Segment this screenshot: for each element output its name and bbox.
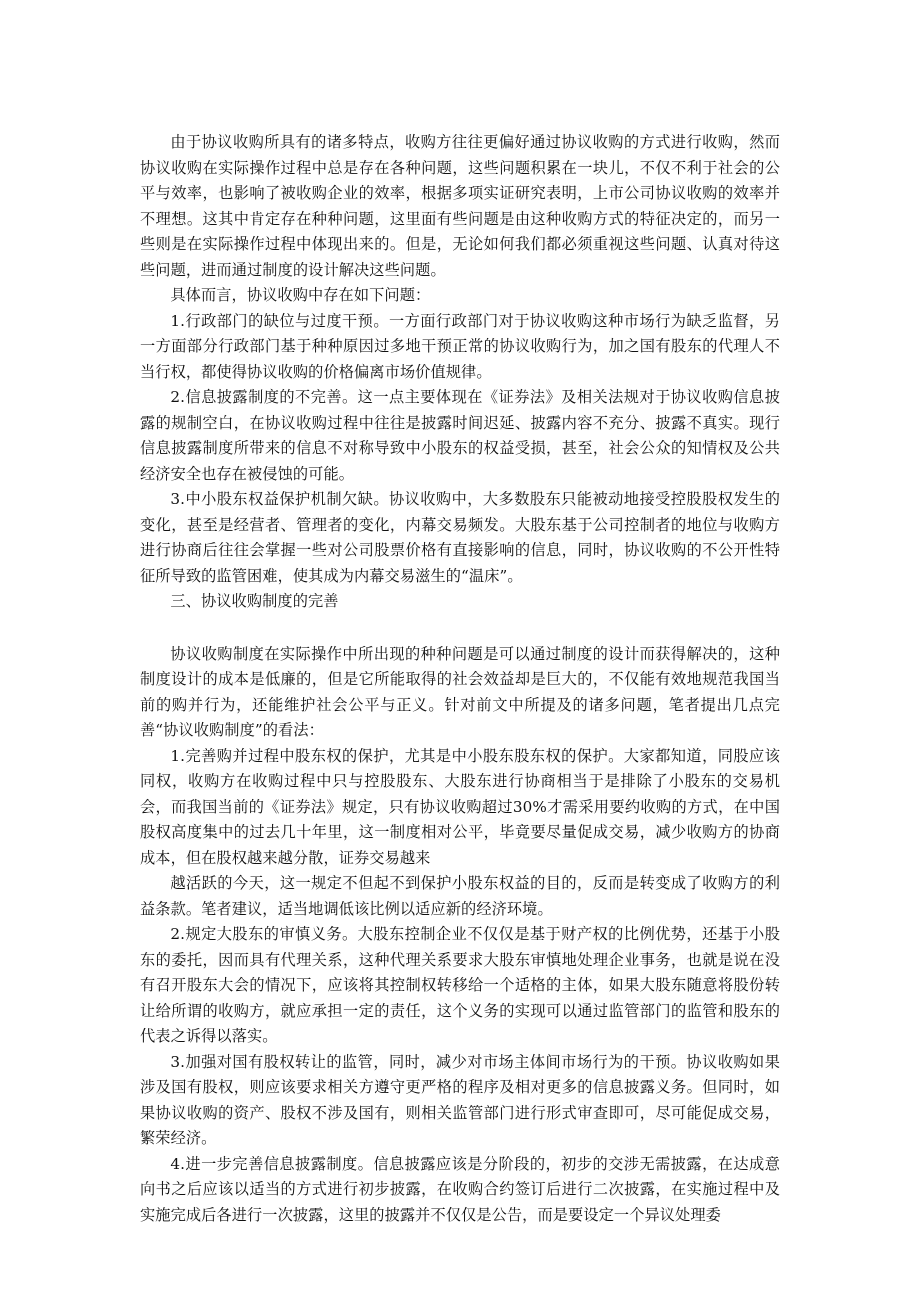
paragraph-suggestion-3: 3.加强对国有股权转让的监管，同时，减少对市场主体间市场行为的干预。协议收购如果涉及国有股权，则应该要求相关方遵守更严格的程序及相对更多的信息披露义务。但同时，如果协议收购的资产、股权不涉及国有，则相关监管部门进行形式审查即可，尽可能促成交易，繁荣经济。: [140, 1052, 780, 1147]
paragraph-problem-2: 2.信息披露制度的不完善。这一点主要体现在《证券法》及相关法规对于协议收购信息披露的规制空白，在协议收购过程中往往是披露时间迟延、披露内容不充分、披露不真实。现行信息披露制度所带来的信息不对称导致中小股东的权益受损，甚至，社会公众的知情权及公共经济安全也存在被侵蚀的可能。: [140, 388, 780, 483]
document-body: [140, 130, 780, 1228]
paragraph-section-intro: 协议收购制度在实际操作中所出现的种种问题是可以通过制度的设计而获得解决的，这种制度设计的成本是低廉的，但是它所能取得的社会效益却是巨大的，不仅能有效地规范我国当前的购并行为，还能维护社会公平与正义。针对前文中所提及的诸多问题，笔者提出几点完善“协议收购制度”的看法：: [140, 644, 780, 739]
paragraph-suggestion-4: 4.进一步完善信息披露制度。信息披露应该是分阶段的，初步的交涉无需披露，在达成意向书之后应该以适当的方式进行初步披露，在收购合约签订后进行二次披露，在实施过程中及实施完成后各进行一次披露，这里的披露并不仅仅是公告，而是要设定一个异议处理委: [140, 1154, 780, 1224]
section-gap: [140, 615, 780, 642]
paragraph-suggestion-2: 2.规定大股东的审慎义务。大股东控制企业不仅仅是基于财产权的比例优势，还基于小股东的委托，因而具有代理关系，这种代理关系要求大股东审慎地处理企业事务，也就是说在没有召开股东大会的情况下，应该将其控制权转移给一个适格的主体，如果大股东随意将股份转让给所谓的收购方，就应承担一定的责任，这个义务的实现可以通过监管部门的监管和股东的代表之诉得以落实。: [140, 925, 780, 1045]
paragraph-problem-1: 1.行政部门的缺位与过度干预。一方面行政部门对于协议收购这种市场行为缺乏监督，另一方面部分行政部门基于种种原因过多地干预正常的协议收购行为，加之国有股东的代理人不当行权，都使得协议收购的价格偏离市场价值规律。: [140, 311, 780, 381]
paragraph-intro: 由于协议收购所具有的诸多特点，收购方往往更偏好通过协议收购的方式进行收购，然而协议收购在实际操作过程中总是存在各种问题，这些问题积累在一块儿，不仅不利于社会的公平与效率，也影响了被收购企业的效率，根据多项实证研究表明，上市公司协议收购的效率并不理想。这其中肯定存在种种问题，这里面有些问题是由这种收购方式的特征决定的，而另一些则是在实际操作过程中体现出来的。但是，无论如何我们都必须重视这些问题、认真对待这些问题，进而通过制度的设计解决这些问题。: [140, 133, 780, 279]
paragraph-lead-in: 具体而言，协议收购中存在如下问题：: [170, 286, 431, 304]
paragraph-problem-3: 3.中小股东权益保护机制欠缺。协议收购中，大多数股东只能被动地接受控股股权发生的变化，甚至是经营者、管理者的变化，内幕交易频发。大股东基于公司控制者的地位与收购方进行协商后往往会掌握一些对公司股票价格有直接影响的信息，同时，协议收购的不公开性特征所导致的监管困难，使其成为内幕交易滋生的“温床”。: [140, 490, 780, 585]
paragraph-suggestion-1-cont: 越活跃的今天，这一规定不但起不到保护小股东权益的目的，反而是转变成了收购方的利益条款。笔者建议，适当地调低该比例以适应新的经济环境。: [140, 874, 780, 918]
section-heading: 三、协议收购制度的完善: [170, 592, 339, 610]
paragraph-suggestion-1: 1.完善购并过程中股东权的保护，尤其是中小股东股东权的保护。大家都知道，同股应该同权，收购方在收购过程中只与控股股东、大股东进行协商相当于是排除了小股东的交易机会，而我国当前的《证券法》规定，只有协议收购超过30%才需采用要约收购的方式，在中国股权高度集中的过去几十年里，这一制度相对公平，毕竟要尽量促成交易，减少收购方的协商成本，但在股权越来越分散，证券交易越来: [140, 746, 780, 867]
